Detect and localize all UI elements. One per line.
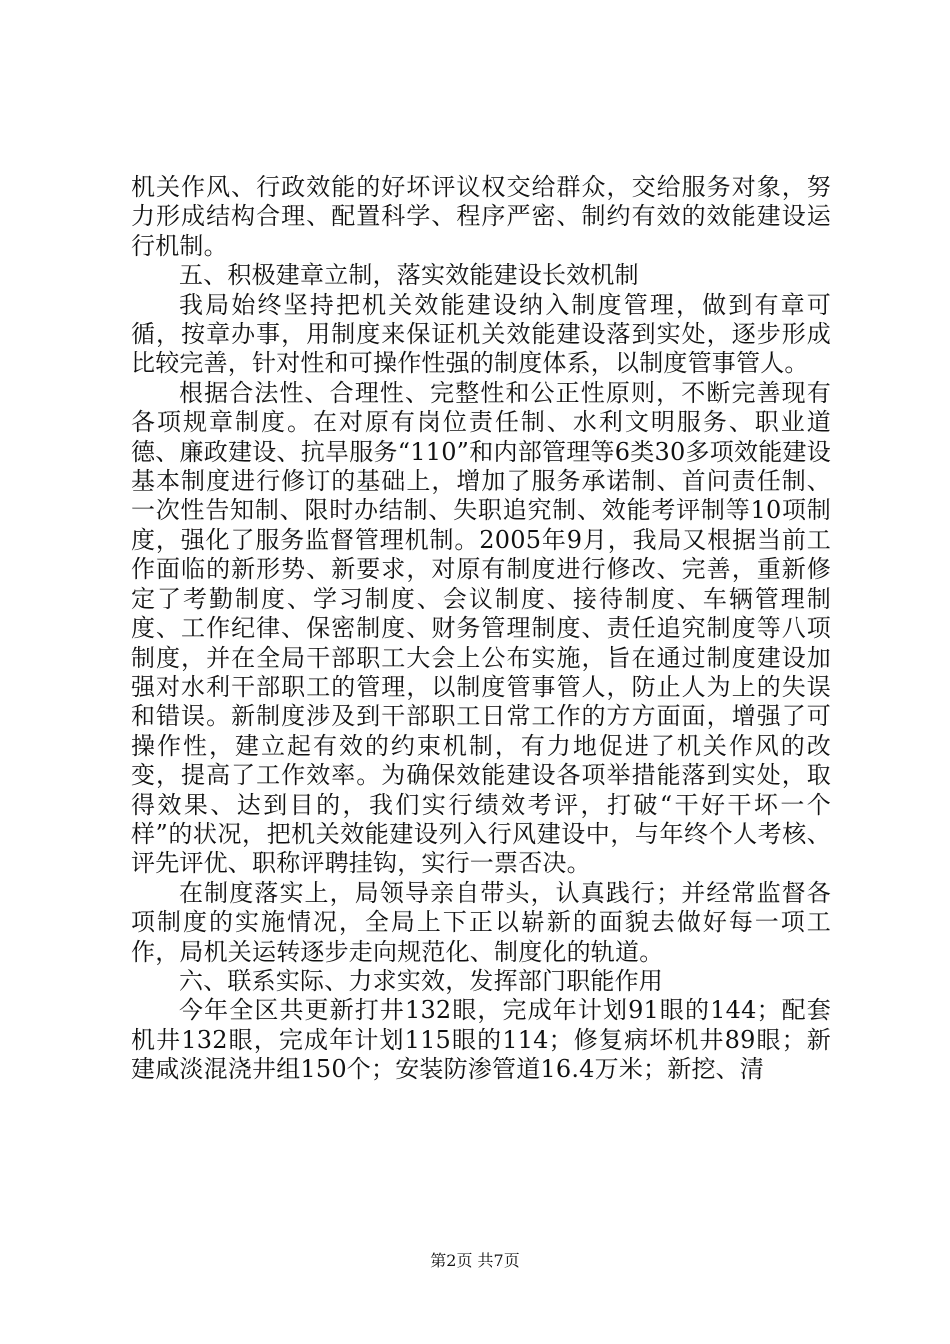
paragraph: 今年全区共更新打井132眼，完成年计划91眼的144；配套机井132眼，完成年计划115眼的114；修复病坏机井89眼；新建咸淡混浇井组150个；安装防渗管道16.4万米；新挖、清 — [131, 996, 831, 1084]
paragraph: 在制度落实上，局领导亲自带头，认真践行；并经常监督各项制度的实施情况，全局上下正以崭新的面貌去做好每一项工作，局机关运转逐步走向规范化、制度化的轨道。 — [131, 878, 831, 966]
page-footer: 第2页 共7页 — [430, 1251, 520, 1270]
section-heading-5: 五、积极建章立制，落实效能建设长效机制 — [179, 261, 639, 290]
document-body — [131, 173, 831, 1085]
paragraph: 我局始终坚持把机关效能建设纳入制度管理，做到有章可循，按章办事，用制度来保证机关效能建设落到实处，逐步形成比较完善，针对性和可操作性强的制度体系，以制度管事管人。 — [131, 290, 831, 378]
paragraph: 根据合法性、合理性、完整性和公正性原则，不断完善现有各项规章制度。在对原有岗位责任制、水利文明服务、职业道德、廉政建设、抗旱服务“110”和内部管理等6类30多项效能建设基本制度进行修订的基础上，增加了服务承诺制、首问责任制、一次性告知制、限时办结制、失职追究制、效能考评制等10项制度，强化了服务监督管理机制。2005年9月，我局又根据当前工作面临的新形势、新要求，对原有制度进行修改、完善，重新修定了考勤制度、学习制度、会议制度、接待制度、车辆管理制度、工作纪律、保密制度、财务管理制度、责任追究制度等八项制度，并在全局干部职工大会上公布实施，旨在通过制度建设加强对水利干部职工的管理，以制度管事管人，防止人为上的失误和错误。新制度涉及到干部职工日常工作的方方面面，增强了可操作性，建立起有效的约束机制，有力地促进了机关作风的改变，提高了工作效率。为确保效能建设各项举措能落到实处，取得效果、达到目的，我们实行绩效考评，打破“干好干坏一个样”的状况，把机关效能建设列入行风建设中，与年终个人考核、评先评优、职称评聘挂钩，实行一票否决。 — [131, 378, 831, 878]
section-heading-6: 六、联系实际、力求实效，发挥部门职能作用 — [179, 966, 663, 995]
paragraph-continuation: 机关作风、行政效能的好坏评议权交给群众，交给服务对象，努力形成结构合理、配置科学、程序严密、制约有效的效能建设运行机制。 — [131, 173, 831, 260]
